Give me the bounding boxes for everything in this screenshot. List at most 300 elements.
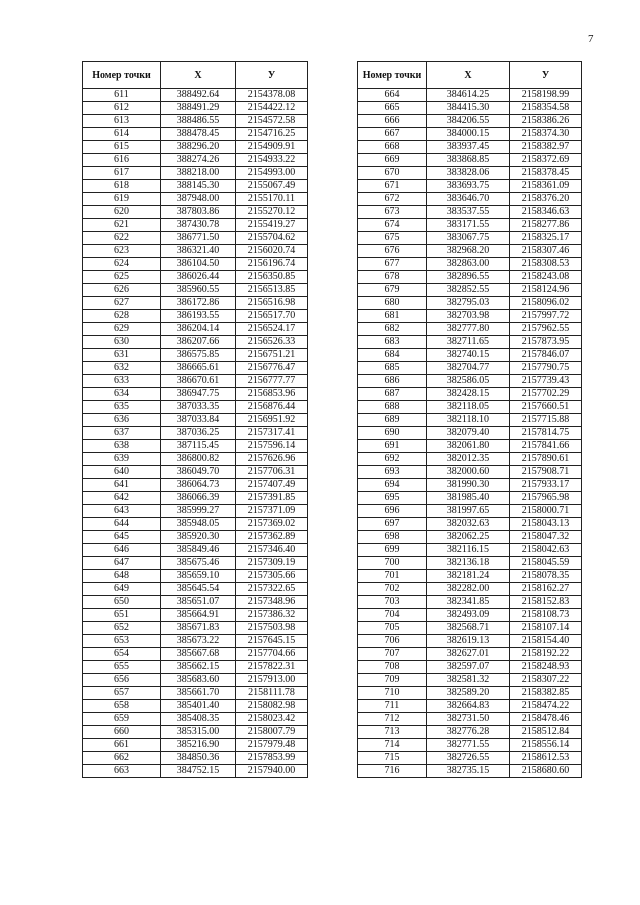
cell-point-number: 699 [358,544,427,557]
cell-x: 382597.07 [427,661,510,674]
cell-y: 2158192.22 [510,648,582,661]
cell-point-number: 710 [358,687,427,700]
cell-y: 2158096.02 [510,297,582,310]
cell-x: 383537.55 [427,206,510,219]
cell-point-number: 704 [358,609,427,622]
cell-x: 382735.15 [427,765,510,778]
cell-y: 2156876.44 [236,401,308,414]
table-row [358,427,582,440]
cell-x: 382627.01 [427,648,510,661]
cell-y: 2158374.30 [510,128,582,141]
table-row [83,258,308,271]
cell-point-number: 648 [83,570,161,583]
table-row [358,414,582,427]
cell-y: 2158007.79 [236,726,308,739]
cell-y: 2157702.29 [510,388,582,401]
cell-x: 382896.55 [427,271,510,284]
cell-y: 2158378.45 [510,167,582,180]
cell-y: 2154378.08 [236,89,308,102]
cell-y: 2156951.92 [236,414,308,427]
cell-x: 385849.46 [161,544,236,557]
cell-point-number: 683 [358,336,427,349]
cell-point-number: 632 [83,362,161,375]
cell-y: 2158000.71 [510,505,582,518]
cell-point-number: 623 [83,245,161,258]
cell-y: 2154572.58 [236,115,308,128]
cell-x: 386670.61 [161,375,236,388]
cell-y: 2158078.35 [510,570,582,583]
cell-y: 2156853.96 [236,388,308,401]
table-row [83,570,308,583]
table-row [83,765,308,778]
cell-point-number: 636 [83,414,161,427]
table-row [83,739,308,752]
cell-point-number: 677 [358,258,427,271]
cell-y: 2157322.65 [236,583,308,596]
table-row [358,479,582,492]
table-row [83,700,308,713]
cell-point-number: 661 [83,739,161,752]
cell-point-number: 651 [83,609,161,622]
cell-point-number: 706 [358,635,427,648]
column-header-y: У [510,62,582,89]
cell-y: 2158124.96 [510,284,582,297]
cell-y: 2156513.85 [236,284,308,297]
cell-y: 2158108.73 [510,609,582,622]
cell-point-number: 666 [358,115,427,128]
cell-point-number: 705 [358,622,427,635]
cell-point-number: 696 [358,505,427,518]
table-row [358,310,582,323]
table-row [358,401,582,414]
cell-point-number: 621 [83,219,161,232]
table-row [83,232,308,245]
cell-x: 382061.80 [427,440,510,453]
cell-x: 382118.10 [427,414,510,427]
cell-x: 383937.45 [427,141,510,154]
cell-point-number: 714 [358,739,427,752]
table-row [358,544,582,557]
cell-y: 2158474.22 [510,700,582,713]
cell-point-number: 679 [358,284,427,297]
cell-y: 2157997.72 [510,310,582,323]
table-row [83,479,308,492]
cell-y: 2158107.14 [510,622,582,635]
cell-y: 2157596.14 [236,440,308,453]
table-row [358,115,582,128]
table-row [358,141,582,154]
table-row [358,219,582,232]
cell-x: 386026.44 [161,271,236,284]
table-row [358,388,582,401]
cell-x: 387430.78 [161,219,236,232]
cell-x: 386204.14 [161,323,236,336]
cell-x: 388296.20 [161,141,236,154]
cell-y: 2158512.84 [510,726,582,739]
cell-point-number: 675 [358,232,427,245]
cell-x: 384850.36 [161,752,236,765]
cell-point-number: 682 [358,323,427,336]
cell-point-number: 690 [358,427,427,440]
cell-x: 385651.07 [161,596,236,609]
cell-point-number: 631 [83,349,161,362]
table-header-row [358,62,582,89]
cell-x: 386104.50 [161,258,236,271]
cell-point-number: 660 [83,726,161,739]
cell-point-number: 707 [358,648,427,661]
cell-point-number: 673 [358,206,427,219]
cell-y: 2157369.02 [236,518,308,531]
cell-point-number: 618 [83,180,161,193]
table-row [83,362,308,375]
cell-y: 2157814.75 [510,427,582,440]
cell-point-number: 671 [358,180,427,193]
cell-y: 2158478.46 [510,713,582,726]
cell-point-number: 625 [83,271,161,284]
cell-point-number: 622 [83,232,161,245]
cell-y: 2158023.42 [236,713,308,726]
table-row [83,635,308,648]
cell-y: 2157933.17 [510,479,582,492]
table-row [83,609,308,622]
cell-y: 2158162.27 [510,583,582,596]
cell-y: 2158346.63 [510,206,582,219]
table-row [83,193,308,206]
table-row [83,414,308,427]
cell-point-number: 655 [83,661,161,674]
cell-point-number: 698 [358,531,427,544]
cell-point-number: 691 [358,440,427,453]
cell-x: 386947.75 [161,388,236,401]
cell-x: 382282.00 [427,583,510,596]
table-row [83,466,308,479]
table-row [358,635,582,648]
cell-x: 382731.50 [427,713,510,726]
coordinates-table-left [82,61,308,778]
cell-point-number: 620 [83,206,161,219]
cell-y: 2157645.15 [236,635,308,648]
cell-point-number: 703 [358,596,427,609]
table-row [358,180,582,193]
cell-y: 2157309.19 [236,557,308,570]
cell-y: 2156350.85 [236,271,308,284]
cell-y: 2155170.11 [236,193,308,206]
cell-point-number: 694 [358,479,427,492]
cell-y: 2158043.13 [510,518,582,531]
cell-point-number: 637 [83,427,161,440]
cell-y: 2157348.96 [236,596,308,609]
cell-y: 2157626.96 [236,453,308,466]
cell-x: 386800.82 [161,453,236,466]
cell-x: 385315.00 [161,726,236,739]
cell-x: 385401.40 [161,700,236,713]
cell-x: 388218.00 [161,167,236,180]
cell-y: 2157979.48 [236,739,308,752]
cell-y: 2158045.59 [510,557,582,570]
cell-point-number: 715 [358,752,427,765]
cell-x: 385920.30 [161,531,236,544]
table-row [83,505,308,518]
cell-x: 386066.39 [161,492,236,505]
cell-y: 2158354.58 [510,102,582,115]
table-row [358,570,582,583]
cell-point-number: 630 [83,336,161,349]
cell-point-number: 663 [83,765,161,778]
cell-y: 2158382.97 [510,141,582,154]
cell-x: 388492.64 [161,89,236,102]
cell-x: 382863.00 [427,258,510,271]
cell-x: 382428.15 [427,388,510,401]
table-row [358,700,582,713]
cell-x: 382079.40 [427,427,510,440]
table-row [358,739,582,752]
cell-x: 384614.25 [427,89,510,102]
table-row [83,544,308,557]
cell-x: 388478.45 [161,128,236,141]
table-row [83,180,308,193]
column-header-point-number: Номер точки [83,62,161,89]
table-body [83,89,308,778]
cell-x: 385960.55 [161,284,236,297]
cell-point-number: 617 [83,167,161,180]
cell-x: 385683.60 [161,674,236,687]
cell-point-number: 687 [358,388,427,401]
cell-x: 383067.75 [427,232,510,245]
column-header-x: Х [427,62,510,89]
table-row [358,648,582,661]
cell-y: 2157739.43 [510,375,582,388]
table-row [83,115,308,128]
cell-y: 2157841.66 [510,440,582,453]
column-header-point-number: Номер точки [358,62,427,89]
cell-x: 382726.55 [427,752,510,765]
cell-x: 385948.05 [161,518,236,531]
cell-x: 382619.13 [427,635,510,648]
page-number: 7 [588,33,594,45]
cell-y: 2156516.98 [236,297,308,310]
table-row [83,687,308,700]
cell-point-number: 713 [358,726,427,739]
cell-x: 382493.09 [427,609,510,622]
table-row [358,661,582,674]
table-row [83,271,308,284]
cell-x: 387036.25 [161,427,236,440]
cell-x: 382581.32 [427,674,510,687]
table-row [83,453,308,466]
cell-x: 386575.85 [161,349,236,362]
table-row [358,674,582,687]
cell-x: 385999.27 [161,505,236,518]
cell-y: 2158325.17 [510,232,582,245]
table-row [358,726,582,739]
column-header-x: Х [161,62,236,89]
cell-x: 386049.70 [161,466,236,479]
cell-point-number: 686 [358,375,427,388]
table-header-row [83,62,308,89]
cell-point-number: 634 [83,388,161,401]
cell-point-number: 689 [358,414,427,427]
cell-x: 382012.35 [427,453,510,466]
cell-y: 2157706.31 [236,466,308,479]
cell-y: 2158111.78 [236,687,308,700]
coordinates-table-right [357,61,582,778]
table-row [358,89,582,102]
cell-point-number: 709 [358,674,427,687]
cell-x: 383171.55 [427,219,510,232]
cell-x: 386321.40 [161,245,236,258]
cell-point-number: 656 [83,674,161,687]
cell-point-number: 685 [358,362,427,375]
cell-point-number: 670 [358,167,427,180]
table-row [83,297,308,310]
cell-x: 382711.65 [427,336,510,349]
table-row [358,466,582,479]
cell-x: 382852.55 [427,284,510,297]
cell-y: 2157873.95 [510,336,582,349]
table-row [358,375,582,388]
table-row [358,596,582,609]
cell-point-number: 667 [358,128,427,141]
cell-point-number: 693 [358,466,427,479]
cell-point-number: 669 [358,154,427,167]
cell-point-number: 695 [358,492,427,505]
cell-point-number: 640 [83,466,161,479]
cell-y: 2157846.07 [510,349,582,362]
cell-point-number: 614 [83,128,161,141]
table-row [83,336,308,349]
table-body [358,89,582,778]
cell-x: 382795.03 [427,297,510,310]
cell-point-number: 635 [83,401,161,414]
cell-x: 382776.28 [427,726,510,739]
cell-y: 2158372.69 [510,154,582,167]
cell-y: 2158307.46 [510,245,582,258]
cell-y: 2157305.66 [236,570,308,583]
table-row [83,388,308,401]
cell-y: 2156020.74 [236,245,308,258]
cell-x: 382000.60 [427,466,510,479]
cell-y: 2157822.31 [236,661,308,674]
table-row [83,622,308,635]
cell-y: 2157962.55 [510,323,582,336]
cell-x: 387033.84 [161,414,236,427]
cell-y: 2158243.08 [510,271,582,284]
table-row [358,765,582,778]
table-row [358,362,582,375]
cell-y: 2156524.17 [236,323,308,336]
cell-y: 2157346.40 [236,544,308,557]
cell-point-number: 647 [83,557,161,570]
cell-point-number: 672 [358,193,427,206]
cell-y: 2158361.09 [510,180,582,193]
cell-x: 385671.83 [161,622,236,635]
cell-point-number: 665 [358,102,427,115]
cell-x: 382704.77 [427,362,510,375]
cell-point-number: 716 [358,765,427,778]
cell-x: 386665.61 [161,362,236,375]
cell-point-number: 712 [358,713,427,726]
cell-y: 2157704.66 [236,648,308,661]
cell-y: 2158308.53 [510,258,582,271]
cell-x: 381990.30 [427,479,510,492]
cell-y: 2157391.85 [236,492,308,505]
cell-y: 2156751.21 [236,349,308,362]
table-row [83,596,308,609]
cell-x: 382771.55 [427,739,510,752]
cell-y: 2154909.91 [236,141,308,154]
cell-x: 385661.70 [161,687,236,700]
cell-point-number: 702 [358,583,427,596]
cell-y: 2158154.40 [510,635,582,648]
cell-x: 384206.55 [427,115,510,128]
table-row [358,453,582,466]
table-row [83,323,308,336]
cell-point-number: 613 [83,115,161,128]
cell-y: 2154716.25 [236,128,308,141]
table-row [358,154,582,167]
cell-x: 381997.65 [427,505,510,518]
cell-x: 382740.15 [427,349,510,362]
table-row [83,648,308,661]
cell-y: 2156526.33 [236,336,308,349]
table-row [83,102,308,115]
column-header-y: У [236,62,308,89]
cell-point-number: 641 [83,479,161,492]
cell-y: 2158680.60 [510,765,582,778]
cell-x: 385673.22 [161,635,236,648]
table-row [83,375,308,388]
table-row [83,752,308,765]
table-row [358,297,582,310]
table-row [358,245,582,258]
cell-x: 384752.15 [161,765,236,778]
table-row [358,323,582,336]
cell-y: 2157790.75 [510,362,582,375]
cell-x: 387033.35 [161,401,236,414]
cell-y: 2158042.63 [510,544,582,557]
cell-point-number: 619 [83,193,161,206]
cell-point-number: 654 [83,648,161,661]
table-row [83,89,308,102]
table-row [83,167,308,180]
table-row [83,583,308,596]
table-row [358,557,582,570]
table-row [83,518,308,531]
cell-x: 388274.26 [161,154,236,167]
cell-x: 385659.10 [161,570,236,583]
cell-y: 2155419.27 [236,219,308,232]
cell-x: 383868.85 [427,154,510,167]
table-row [358,167,582,180]
table-row [83,557,308,570]
table-row [83,427,308,440]
table-row [358,518,582,531]
cell-point-number: 653 [83,635,161,648]
cell-point-number: 684 [358,349,427,362]
cell-y: 2158152.83 [510,596,582,609]
cell-x: 382062.25 [427,531,510,544]
cell-x: 382968.20 [427,245,510,258]
cell-point-number: 639 [83,453,161,466]
table-row [358,752,582,765]
cell-point-number: 652 [83,622,161,635]
cell-point-number: 616 [83,154,161,167]
table-row [83,713,308,726]
cell-point-number: 678 [358,271,427,284]
cell-y: 2158556.14 [510,739,582,752]
table-row [358,609,582,622]
cell-point-number: 680 [358,297,427,310]
